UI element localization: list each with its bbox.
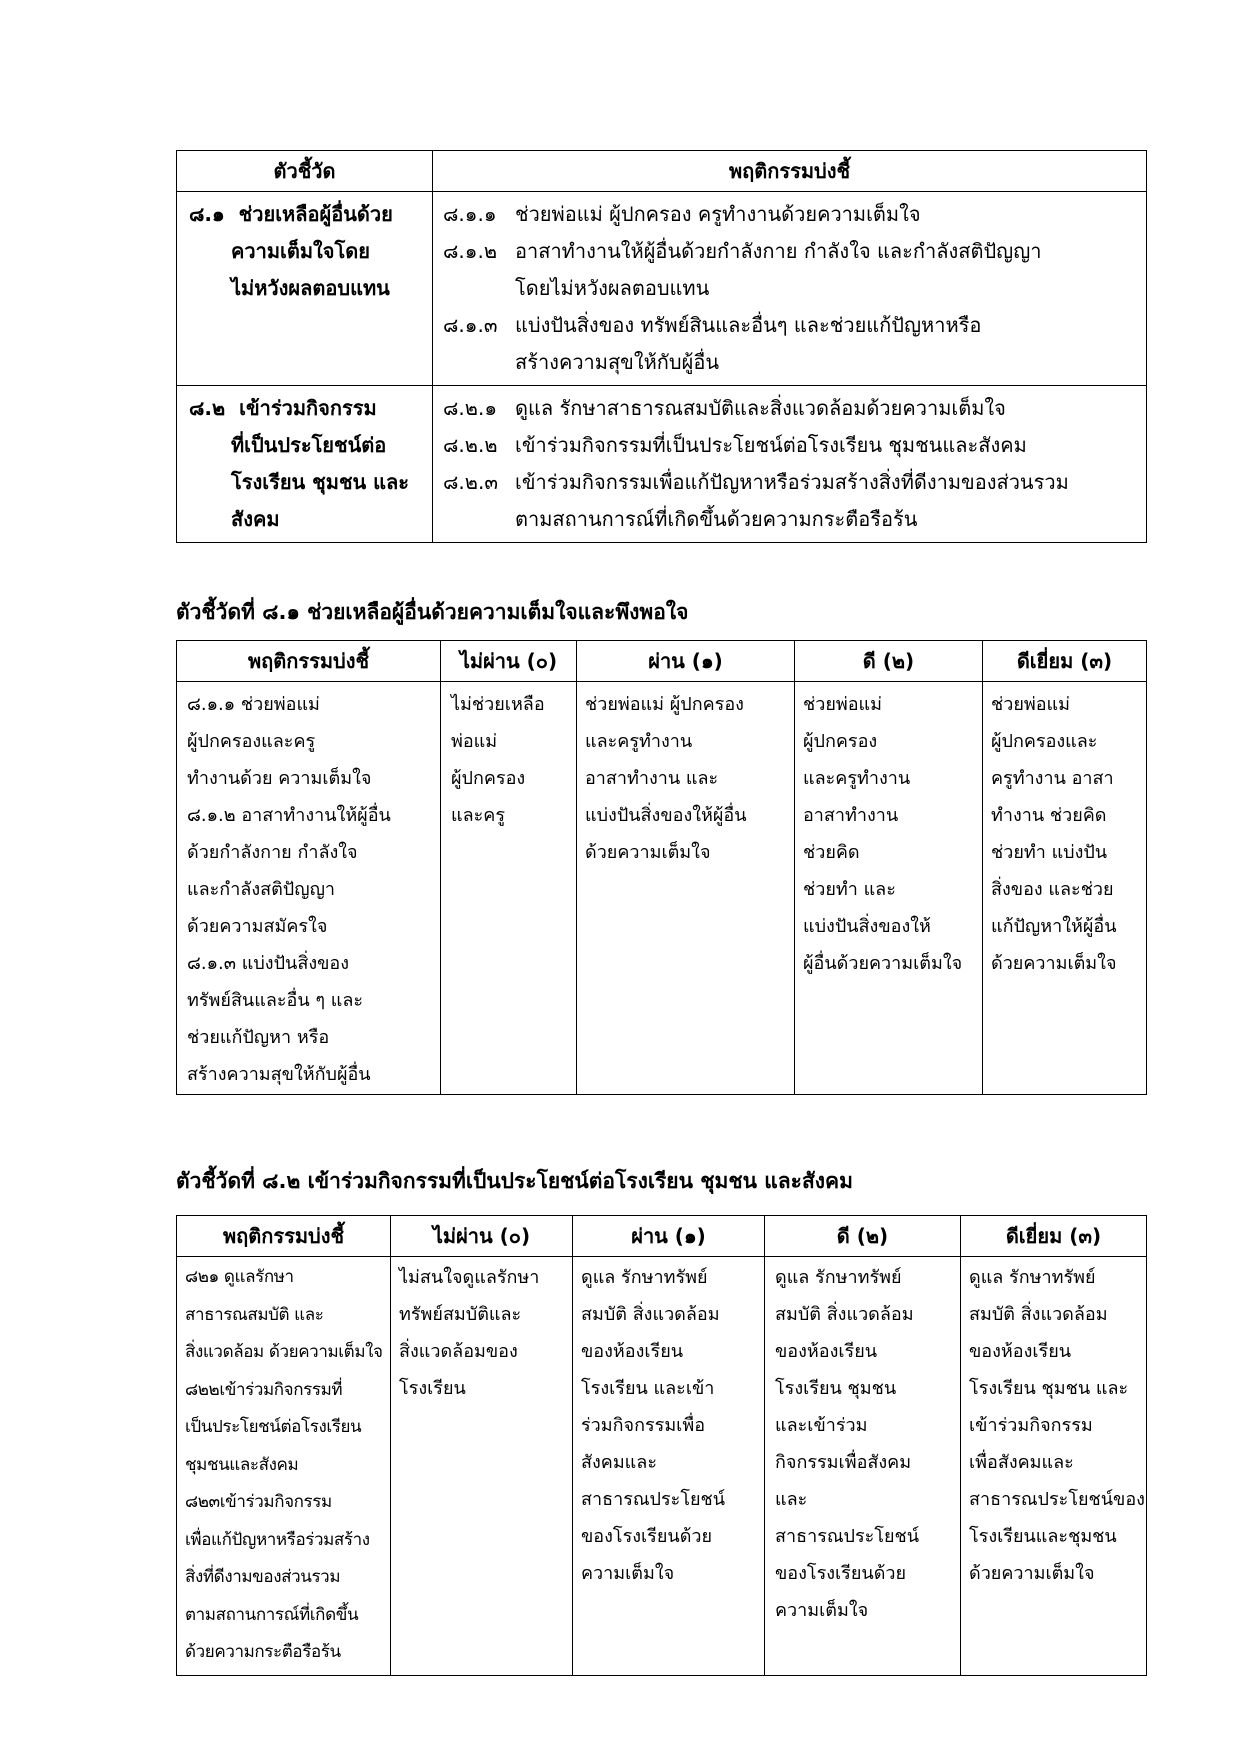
cell-line: ช่วยทำ แบ่งปัน [991,842,1108,863]
cell-line: ผู้ปกครองและครู [187,731,316,752]
cell-line: ไม่สนใจดูแลรักษา [399,1267,540,1288]
table-row [177,192,1147,386]
behavior-code: ๘.๑.๓ [443,313,498,337]
rubric-header-behavior: พฤติกรรมบ่งชี้ [177,641,441,682]
cell-line: ชุมชนและสังคม [185,1454,299,1475]
cell-line: และครู [451,805,506,826]
behavior-text: เข้าร่วมกิจกรรมเพื่อแก้ปัญหาหรือร่วมสร้างสิ่งที่ดีงามของส่วนรวม [515,470,1069,494]
behavior-text: เข้าร่วมกิจกรรมที่เป็นประโยชน์ต่อโรงเรียน ชุมชนและสังคม [515,433,1027,457]
cell-line: ร่วมกิจกรรมเพื่อ [581,1415,706,1436]
cell-line: ด้วยความเต็มใจ [991,953,1117,974]
behavior-code: ๘.๒.๓ [443,470,498,494]
cell-line: โรงเรียน ชุมชน และ [969,1378,1129,1399]
cell-line: กิจกรรมเพื่อสังคม [775,1452,912,1473]
cell-line: โรงเรียน [399,1378,466,1399]
cell-line: สิ่งที่ดีงามของส่วนรวม [185,1567,341,1587]
indicator-line: ที่เป็นประโยชน์ต่อ [231,433,387,457]
indicator-cell [177,192,433,386]
behavior-text: โดยไม่หวังผลตอบแทน [515,276,710,300]
cell-line: ด้วยความเต็มใจ [585,842,711,863]
behavior-code: ๘.๑.๒ [443,239,498,263]
cell-line: ความเต็มใจ [581,1563,675,1584]
cell-line: ทรัพย์สินและอื่น ๆ และ [187,990,364,1011]
rubric-cell-behavior [177,1257,391,1676]
indicator-line: ความเต็มใจโดย [231,239,370,263]
indicator-line: โรงเรียน ชุมชน และ [231,470,410,494]
cell-line: ช่วยพ่อแม่ [803,694,883,715]
table-row [177,682,1147,1095]
cell-line: และครูทำงาน [585,731,693,752]
cell-line: ๘๒๓เข้าร่วมกิจกรรม [185,1492,332,1512]
section-title-8-2: ตัวชี้วัดที่ ๘.๒ เข้าร่วมกิจกรรมที่เป็นประโยชน์ต่อโรงเรียน ชุมชน และสังคม [176,1169,853,1193]
rubric-table-8-2 [176,1215,1147,1676]
cell-line: โรงเรียน และเข้า [581,1378,715,1399]
cell-line: โรงเรียน ชุมชน [775,1378,897,1399]
cell-line: เข้าร่วมกิจกรรม [969,1415,1093,1436]
behavior-text: ช่วยพ่อแม่ ผู้ปกครอง ครูทำงานด้วยความเต็มใจ [515,202,921,226]
cell-line: ๘.๑.๓ แบ่งปันสิ่งของ [187,953,350,974]
cell-line: สมบัติ สิ่งแวดล้อม [581,1304,720,1325]
behavior-text: ดูแล รักษาสาธารณสมบัติและสิ่งแวดล้อมด้วยความเต็มใจ [515,396,1006,420]
cell-line: ทำงานด้วย ความเต็มใจ [187,768,372,789]
cell-line: ๘๒๒เข้าร่วมกิจกรรมที่ [185,1379,343,1400]
indicator-code: ๘.๑ [189,202,225,226]
table-row [177,386,1147,543]
cell-line: ๘.๑.๑ ช่วยพ่อแม่ [187,694,320,715]
cell-line: ด้วยความกระตือรือร้น [185,1642,341,1662]
rubric-header-pass: ผ่าน (๑) [573,1216,765,1257]
cell-line: ๘.๑.๒ อาสาทำงานให้ผู้อื่น [187,805,391,826]
table-row [177,1257,1147,1676]
cell-line: ผู้อื่นด้วยความเต็มใจ [803,953,963,974]
cell-line: ของโรงเรียนด้วย [581,1526,713,1547]
cell-line: และกำลังสติปัญญา [187,879,336,900]
behavior-text: สร้างความสุขให้กับผู้อื่น [515,350,720,374]
cell-line: สร้างความสุขให้กับผู้อื่น [187,1064,371,1085]
cell-line: ผู้ปกครอง [451,768,526,789]
cell-line: ด้วยความสมัครใจ [187,916,328,937]
cell-line: ของห้องเรียน [969,1341,1072,1362]
cell-line: สมบัติ สิ่งแวดล้อม [969,1304,1108,1325]
rubric-header-good: ดี (๒) [765,1216,961,1257]
rubric-cell-pass [573,1257,765,1676]
cell-line: สาธารณประโยชน์ [581,1489,726,1510]
cell-line: ช่วยพ่อแม่ ผู้ปกครอง [585,694,744,715]
cell-line: เป็นประโยชน์ต่อโรงเรียน [185,1417,362,1437]
rubric-header-behavior: พฤติกรรมบ่งชี้ [177,1216,391,1257]
rubric-cell-pass [577,682,795,1095]
rubric-cell-fail [441,682,577,1095]
cell-line: อาสาทำงาน และ [585,768,719,789]
rubric-header-excellent: ดีเยี่ยม (๓) [961,1216,1147,1257]
indicator-line: เข้าร่วมกิจกรรม [239,396,377,420]
rubric-cell-excellent [961,1257,1147,1676]
cell-line: ตามสถานการณ์ที่เกิดขึ้น [185,1604,359,1625]
cell-line: ดูแล รักษาทรัพย์ [581,1267,708,1288]
indicator-line: ไม่หวังผลตอบแทน [231,276,390,300]
behavior-code: ๘.๒.๑ [443,396,498,420]
cell-line: ช่วยทำ และ [803,879,896,900]
rubric-cell-good [765,1257,961,1676]
indicator-cell [177,386,433,543]
cell-line: แบ่งปันสิ่งของให้ผู้อื่น [585,805,747,826]
cell-line: แก้ปัญหาให้ผู้อื่น [991,916,1117,937]
rubric-header-fail: ไม่ผ่าน (๐) [391,1216,573,1257]
cell-line: อาสาทำงาน [803,805,899,826]
rubric-cell-fail [391,1257,573,1676]
behavior-text: อาสาทำงานให้ผู้อื่นด้วยกำลังกาย กำลังใจ และกำลังสติปัญญา [515,239,1042,263]
rubric-header-good: ดี (๒) [795,641,983,682]
cell-line: สังคมและ [581,1452,657,1473]
indicator-code: ๘.๒ [189,396,226,420]
behavior-cell [433,386,1147,543]
cell-line: ทรัพย์สมบัติและ [399,1304,522,1325]
section-title-8-1: ตัวชี้วัดที่ ๘.๑ ช่วยเหลือผู้อื่นด้วยความเต็มใจและพึงพอใจ [176,600,689,624]
cell-line: ของโรงเรียนด้วย [775,1563,907,1584]
cell-line: ดูแล รักษาทรัพย์ [775,1267,902,1288]
cell-line: ของห้องเรียน [775,1341,878,1362]
cell-line: ช่วยพ่อแม่ [991,694,1071,715]
cell-line: เพื่อแก้ปัญหาหรือร่วมสร้าง [185,1529,370,1550]
rubric-header-pass: ผ่าน (๑) [577,641,795,682]
cell-line: และครูทำงาน [803,768,911,789]
rubric-header-excellent: ดีเยี่ยม (๓) [983,641,1147,682]
cell-line: สมบัติ สิ่งแวดล้อม [775,1304,914,1325]
cell-line: ทำงาน ช่วยคิด [991,805,1107,826]
cell-line: โรงเรียนและชุมชน [969,1526,1117,1547]
cell-line: ของห้องเรียน [581,1341,684,1362]
cell-line: แบ่งปันสิ่งของให้ [803,916,931,937]
cell-line: สิ่งแวดล้อม ด้วยความเต็มใจ [185,1342,383,1362]
rubric-cell-behavior [177,682,441,1095]
cell-line: ผู้ปกครองและ [991,731,1098,752]
cell-line: และ [775,1489,808,1510]
cell-line: สาธารณสมบัติ และ [185,1304,324,1325]
indicator-line: ช่วยเหลือผู้อื่นด้วย [238,202,393,226]
rubric-cell-good [795,682,983,1095]
behavior-cell [433,192,1147,386]
cell-line: ผู้ปกครอง [803,731,878,752]
indicator-line: สังคม [231,507,280,531]
indicator-header: ตัวชี้วัด [177,151,433,192]
cell-line: ครูทำงาน อาสา [991,768,1114,789]
rubric-table-8-1 [176,640,1147,1095]
rubric-header-fail: ไม่ผ่าน (๐) [441,641,577,682]
cell-line: ไม่ช่วยเหลือ [451,694,545,715]
behavior-text: ตามสถานการณ์ที่เกิดขึ้นด้วยความกระตือรือร้น [515,507,918,531]
cell-line: สาธารณประโยชน์ [775,1526,920,1547]
behavior-text: แบ่งปันสิ่งของ ทรัพย์สินและอื่นๆ และช่วยแก้ปัญหาหรือ [515,313,982,337]
rubric-cell-excellent [983,682,1147,1095]
behavior-code: ๘.๑.๑ [443,202,497,226]
cell-line: สิ่งแวดล้อมของ [399,1341,518,1362]
cell-line: ด้วยกำลังกาย กำลังใจ [187,842,358,863]
cell-line: พ่อแม่ [451,731,498,752]
behavior-header: พฤติกรรมบ่งชี้ [433,151,1147,192]
cell-line: สิ่งของ และช่วย [991,879,1114,900]
cell-line: ช่วยแก้ปัญหา หรือ [187,1027,330,1048]
indicator-behavior-table [176,150,1147,543]
cell-line: สาธารณประโยชน์ของ [969,1489,1145,1510]
cell-line: ดูแล รักษาทรัพย์ [969,1267,1096,1288]
cell-line: ๘๒๑ ดูแลรักษา [185,1267,294,1287]
cell-line: ความเต็มใจ [775,1600,869,1621]
cell-line: และเข้าร่วม [775,1415,868,1436]
cell-line: ด้วยความเต็มใจ [969,1563,1095,1584]
cell-line: เพื่อสังคมและ [969,1452,1074,1473]
cell-line: ช่วยคิด [803,842,860,863]
behavior-code: ๘.๒.๒ [443,433,498,457]
